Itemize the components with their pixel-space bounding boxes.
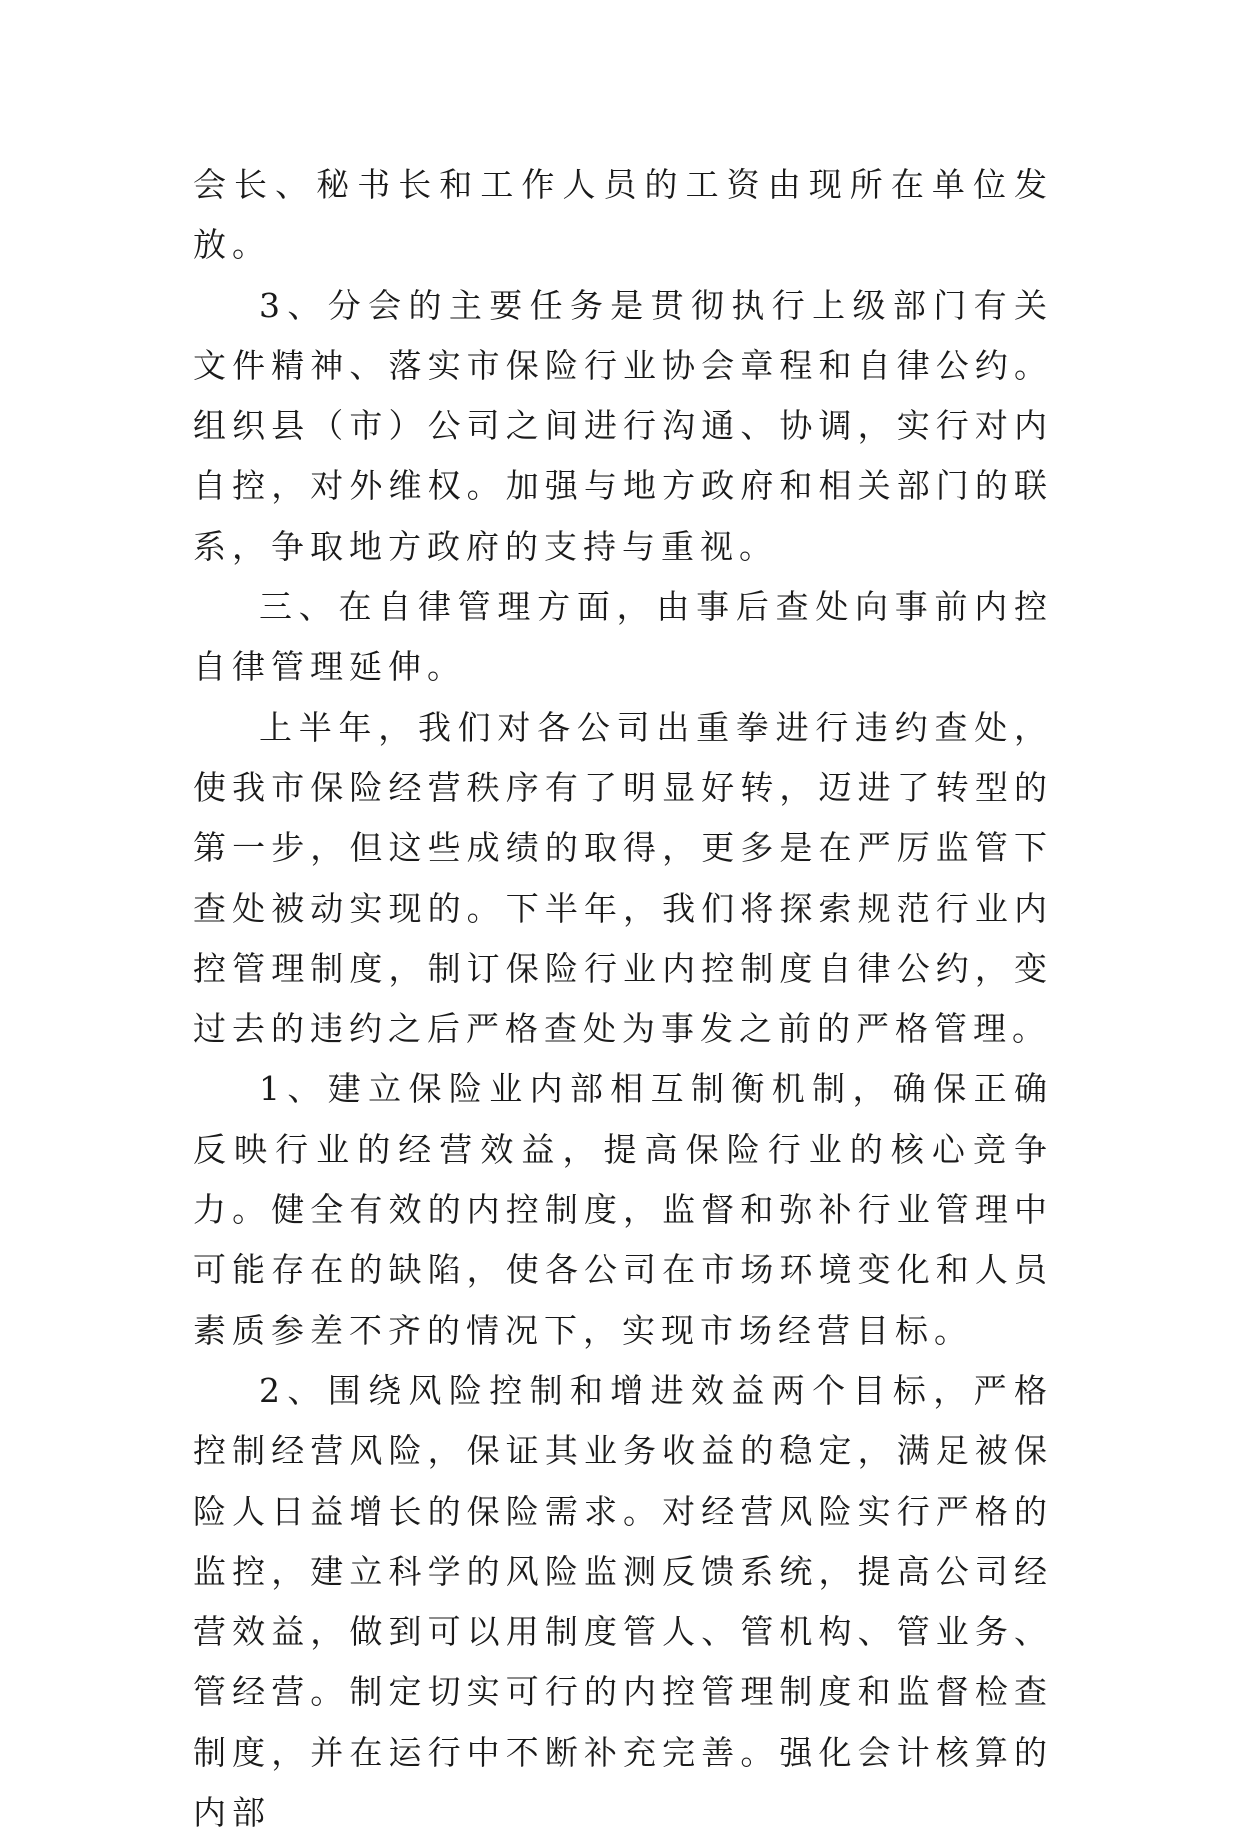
paragraph-first-half-review: 上半年，我们对各公司出重拳进行违约查处，使我市保险经营秩序有了明显好转，迈进了转型的第一步，但这些成绩的取得，更多是在严厉监管下查处被动实现的。下半年，我们将探索规范行业内控管理制度，制订保险行业内控制度自律公约，变过去的违约之后严格查处为事发之前的严格管理。: [193, 707, 1053, 1049]
paragraph-item-two: 2、围绕风险控制和增进效益两个目标，严格控制经营风险，保证其业务收益的稳定，满足被保险人日益增长的保险需求。对经营风险实行严格的监控，建立科学的风险监测反馈系统，提高公司经营效益，做到可以用制度管人、管机构、管业务、管经营。制定切实可行的内控管理制度和监督检查制度，并在运行中不断补充完善。强化会计核算的内部: [193, 1370, 1053, 1833]
paragraph-section-three-heading: 三、在自律管理方面，由事后查处向事前内控自律管理延伸。: [193, 587, 1053, 687]
paragraph-salary: 会长、秘书长和工作人员的工资由现所在单位发放。: [193, 165, 1053, 265]
document-body: [193, 155, 1053, 1843]
paragraph-branch-tasks: 3、分会的主要任务是贯彻执行上级部门有关文件精神、落实市保险行业协会章程和自律公约。组织县（市）公司之间进行沟通、协调，实行对内自控，对外维权。加强与地方政府和相关部门的联系，争取地方政府的支持与重视。: [193, 285, 1053, 566]
paragraph-item-one: 1、建立保险业内部相互制衡机制，确保正确反映行业的经营效益，提高保险行业的核心竞争力。健全有效的内控制度，监督和弥补行业管理中可能存在的缺陷，使各公司在市场环境变化和人员素质参差不齐的情况下，实现市场经营目标。: [193, 1069, 1053, 1350]
